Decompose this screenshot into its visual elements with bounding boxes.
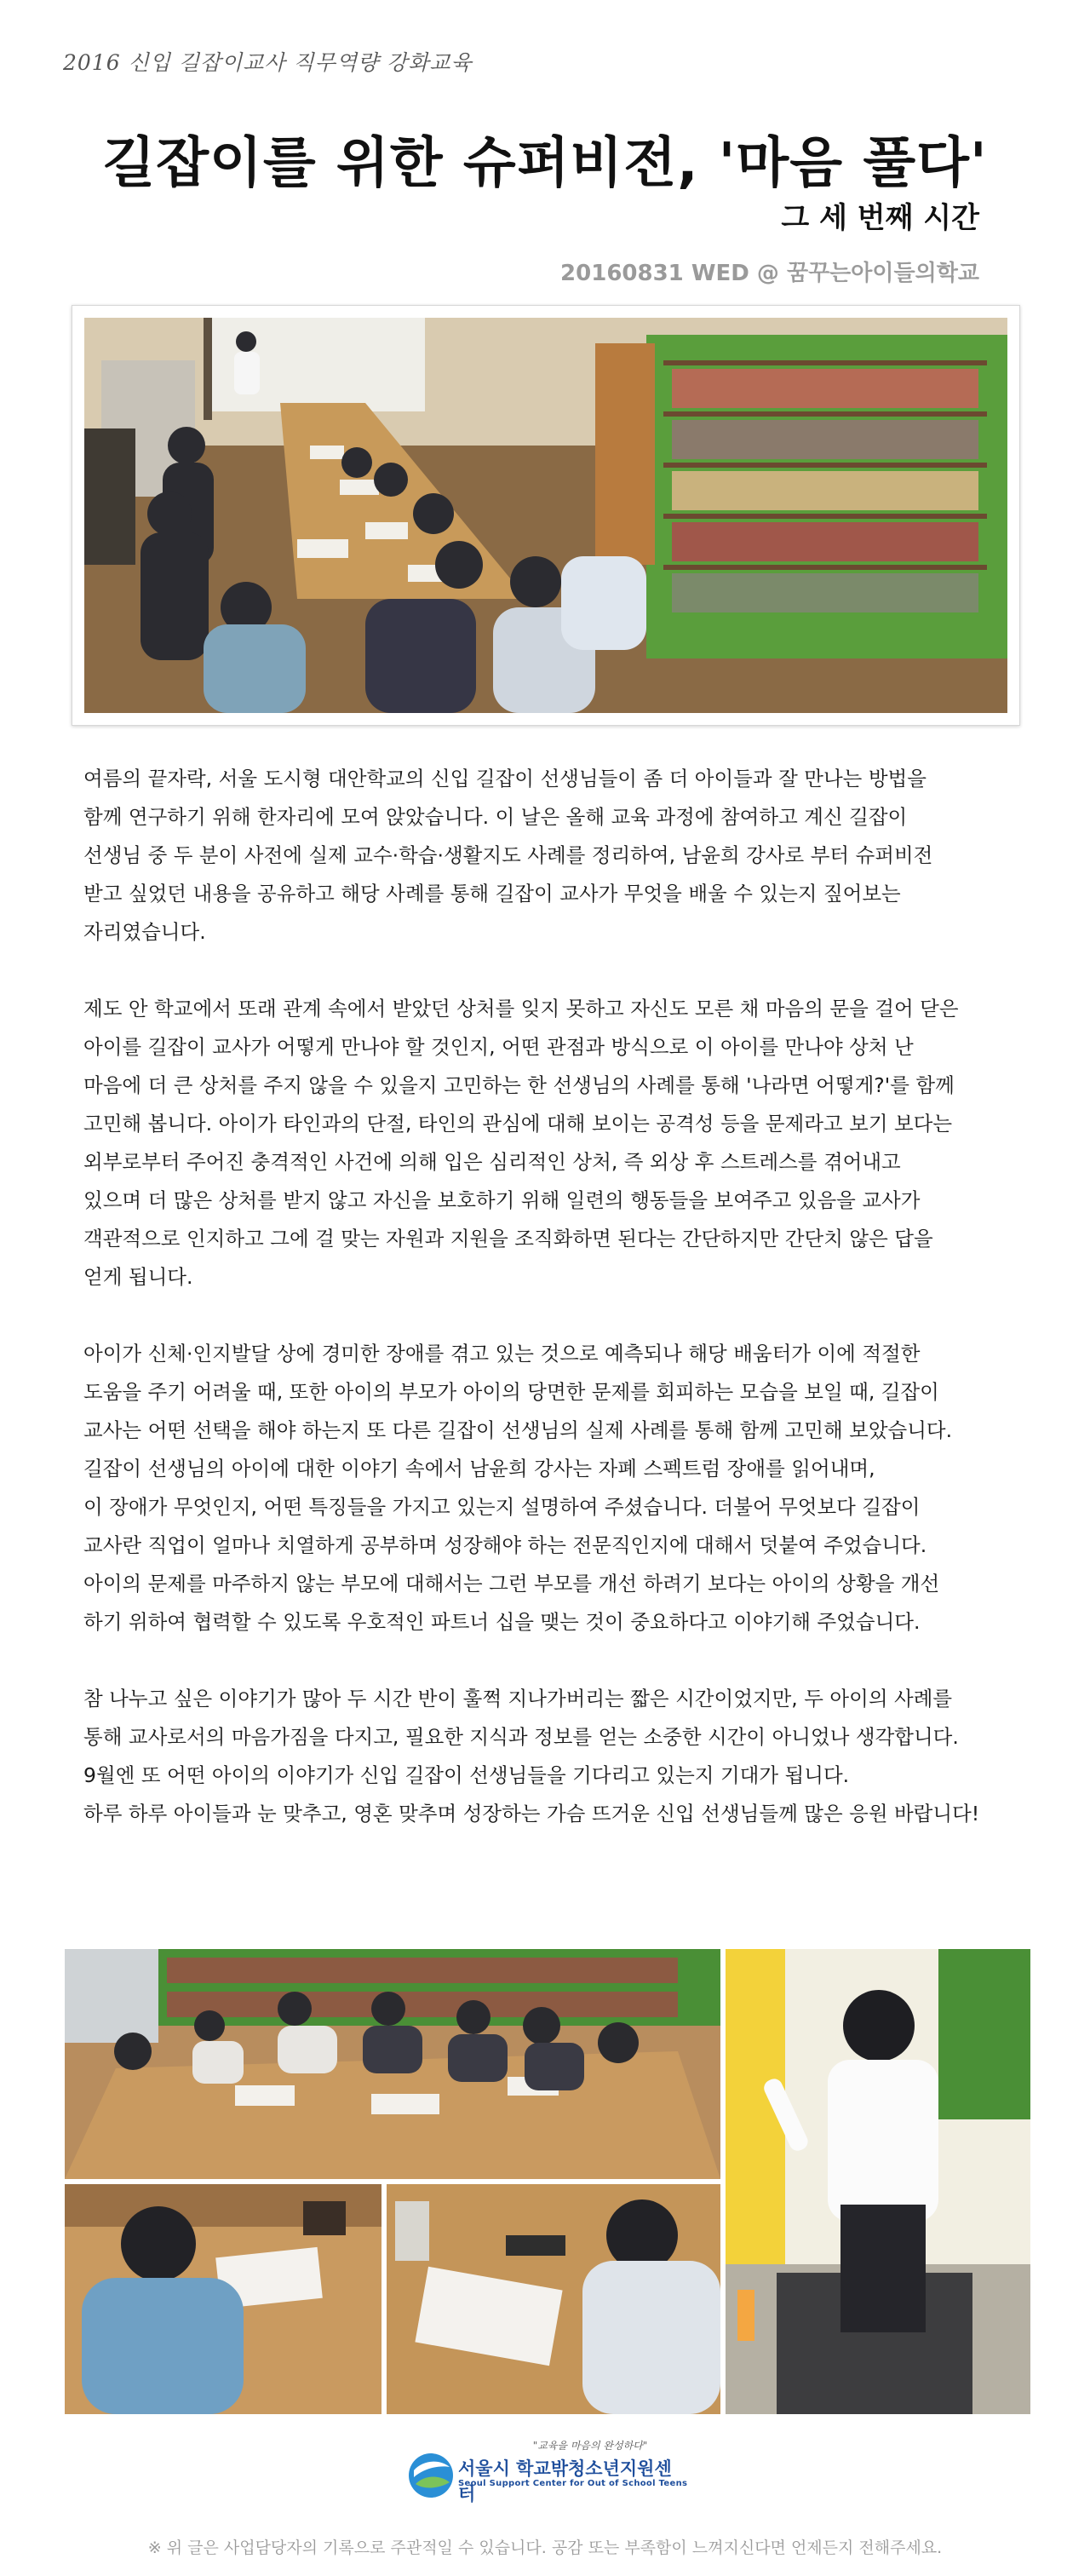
- gallery-photo-notes: [387, 2184, 720, 2414]
- article-line: 아이를 길잡이 교사가 어떻게 만나야 할 것인지, 어떤 관점과 방식으로 이 아이를 만나야 상처 난: [83, 1035, 914, 1059]
- article-body: [83, 760, 1046, 1872]
- main-photo-frame: [72, 305, 1020, 726]
- article-line: 이 장애가 무엇인지, 어떤 특징들을 가지고 있는지 설명하여 주셨습니다. 더불어 무엇보다 길잡이: [83, 1495, 921, 1519]
- article-line: 하기 위하여 협력할 수 있도록 우호적인 파트너 십을 맺는 것이 중요하다고 이야기해 주었습니다.: [83, 1610, 921, 1634]
- article-line: 참 나누고 싶은 이야기가 많아 두 시간 반이 훌쩍 지나가버리는 짧은 시간이었지만, 두 아이의 사례를: [83, 1687, 953, 1711]
- dateline: 20160831 WED @ 꿈꾸는아이들의학교: [560, 261, 979, 286]
- article-line: 교사란 직업이 얼마나 치열하게 공부하며 성장해야 하는 전문직인지에 대해서 덧붙여 주었습니다.: [83, 1533, 927, 1557]
- logo-slogan: "교육을 마음의 완성하다": [532, 2440, 648, 2452]
- article-line: 교사는 어떤 선택을 해야 하는지 또 다른 길잡이 선생님의 실제 사례를 통해 함께 고민해 보았습니다.: [83, 1418, 953, 1442]
- article-line: 선생님 중 두 분이 사전에 실제 교수·학습·생활지도 사례를 정리하여, 남윤희 강사로 부터 슈퍼비전: [83, 843, 933, 867]
- article-line: 아이의 문제를 마주하지 않는 부모에 대해서는 그런 부모를 개선 하려기 보다는 아이의 상황을 개선: [83, 1572, 940, 1596]
- article-line: 얻게 됩니다.: [83, 1265, 193, 1289]
- logo-org-name: 서울시 학교밖청소년지원센터: [458, 2458, 672, 2504]
- article-line: 길잡이 선생님의 아이에 대한 이야기 속에서 남윤희 강사는 자폐 스펙트럼 장애를 읽어내며,: [83, 1457, 875, 1481]
- disclaimer: ※ 위 글은 사업담당자의 기록으로 주관적일 수 있습니다. 공감 또는 부족함이 느껴지신다면 언제든지 전해주세요.: [147, 2539, 943, 2557]
- article-line: 여름의 끝자락, 서울 도시형 대안학교의 신입 길잡이 선생님들이 좀 더 아이들과 잘 만나는 방법을: [83, 767, 926, 791]
- article-line: 도움을 주기 어려울 때, 또한 아이의 부모가 아이의 당면한 문제를 회피하는 모습을 보일 때, 길잡이: [83, 1380, 939, 1404]
- paragraph-1: [83, 760, 1046, 952]
- article-line: 하루 하루 아이들과 눈 맞추고, 영혼 맞추며 성장하는 가슴 뜨거운 신입 선생님들께 많은 응원 바랍니다!: [83, 1802, 980, 1826]
- gallery-photo-speaker: [726, 1949, 1030, 2414]
- paragraph-3: [83, 1335, 1046, 1642]
- article-line: 함께 연구하기 위해 한자리에 모여 앉았습니다. 이 날은 올해 교육 과정에 참여하고 계신 길잡이: [83, 805, 908, 829]
- photo-gallery: [65, 1949, 1030, 2414]
- series-label: 2016 신입 길잡이교사 직무역량 강화교육: [63, 50, 473, 75]
- article-line: 있으며 더 많은 상처를 받지 않고 자신을 보호하기 위해 일련의 행동들을 보여주고 있음을 교사가: [83, 1188, 921, 1212]
- paragraph-2: [83, 990, 1046, 1297]
- paragraph-4: [83, 1680, 1046, 1833]
- gallery-photo-writing: [65, 2184, 382, 2414]
- logo-org-name-en: Seoul Support Center for Out of School Teens: [458, 2479, 688, 2488]
- article-line: 통해 교사로서의 마음가짐을 다지고, 필요한 지식과 정보를 얻는 소중한 시간이 아니었나 생각합니다.: [83, 1725, 959, 1749]
- article-line: 받고 싶었던 내용을 공유하고 해당 사례를 통해 길잡이 교사가 무엇을 배울 수 있는지 짚어보는: [83, 882, 901, 906]
- article-line: 객관적으로 인지하고 그에 걸 맞는 자원과 지원을 조직화하면 된다는 간단하지만 간단치 않은 답을: [83, 1227, 933, 1251]
- main-photo: [84, 318, 1007, 713]
- article-line: 아이가 신체·인지발달 상에 경미한 장애를 겪고 있는 것으로 예측되나 해당 배움터가 이에 적절한: [83, 1342, 921, 1366]
- gallery-photo-group: [65, 1949, 720, 2179]
- page-subtitle: 그 세 번째 시간: [781, 201, 979, 235]
- article-line: 자리였습니다.: [83, 920, 206, 944]
- globe-icon: [407, 2448, 455, 2503]
- article-line: 마음에 더 큰 상처를 주지 않을 수 있을지 고민하는 한 선생님의 사례를 통해 '나라면 어떻게?'를 함께: [83, 1073, 955, 1097]
- article-line: 제도 안 학교에서 또래 관계 속에서 받았던 상처를 잊지 못하고 자신도 모른 채 마음의 문을 걸어 닫은: [83, 997, 959, 1021]
- page-title: 길잡이를 위한 슈퍼비전, '마음 풀다': [102, 132, 988, 195]
- article-line: 외부로부터 주어진 충격적인 사건에 의해 입은 심리적인 상처, 즉 외상 후 스트레스를 겪어내고: [83, 1150, 901, 1174]
- article-line: 9월엔 또 어떤 아이의 이야기가 신입 길잡이 선생님들을 기다리고 있는지 기대가 됩니다.: [83, 1763, 850, 1787]
- org-logo: [407, 2438, 688, 2506]
- article-line: 고민해 봅니다. 아이가 타인과의 단절, 타인의 관심에 대해 보이는 공격성 등을 문제라고 보기 보다는: [83, 1112, 953, 1136]
